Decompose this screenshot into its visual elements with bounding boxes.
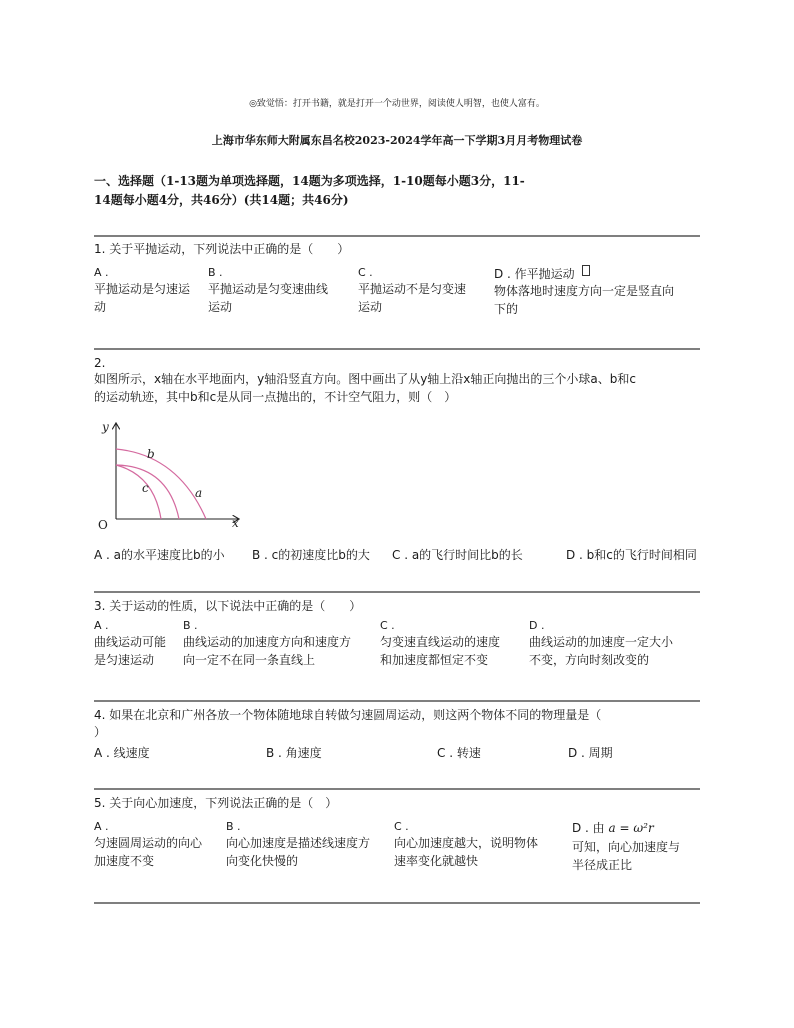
q3-stem: 3. 关于运动的性质，以下说法中正确的是（ ）	[94, 599, 362, 613]
option-text-line-2: 下的	[494, 302, 519, 316]
option-text-line-1: 向心加速度越大，说明物体	[394, 836, 539, 850]
option-label: C .	[380, 619, 395, 632]
q3-option-b[interactable]	[183, 619, 351, 669]
centripetal-formula: a = ω²r	[608, 821, 654, 835]
q5-stem: 5. 关于向心加速度，下列说法正确的是（ ）	[94, 796, 338, 810]
option-label: C .	[394, 820, 409, 833]
option-label: D . 由	[572, 821, 605, 835]
q5-option-d[interactable]	[572, 818, 680, 874]
option-text-line-2: 是匀速运动	[94, 653, 155, 667]
q3-option-d[interactable]	[529, 619, 673, 669]
section-heading	[94, 172, 614, 210]
y-axis-label: y	[102, 420, 109, 434]
q4-stem-line-2: ）	[94, 725, 107, 739]
divider	[94, 700, 700, 702]
q2-stem-line-2: 的运动轨迹，其中b和c是从同一点抛出的，不计空气阻力，则（ ）	[94, 390, 457, 404]
curve-b-label: b	[147, 447, 155, 461]
option-label: B .	[183, 619, 198, 632]
trajectory-a	[116, 449, 206, 519]
divider	[94, 591, 700, 593]
q2-option-a[interactable]: A . a的水平速度比b的小	[94, 548, 225, 562]
option-text-line-2: 向一定不在同一条直线上	[183, 653, 316, 667]
exam-title: 上海市华东师大附属东昌名校2023-2024学年高一下学期3月月考物理试卷	[211, 134, 583, 147]
option-text-line-1: 匀变速直线运动的速度	[380, 635, 501, 649]
option-text-line-1: 平抛运动不是匀变速	[358, 282, 467, 296]
x-axis-label: x	[232, 516, 239, 530]
option-text-line-1: 平抛运动是匀速运	[94, 282, 191, 296]
section-heading-line-2: 14题每小题4分，共46分）(共14题；共46分)	[94, 193, 349, 207]
q4-option-c[interactable]: C . 转速	[437, 746, 481, 760]
option-label: B .	[208, 266, 223, 279]
option-text-line-1: 可知，向心加速度与	[572, 840, 681, 854]
option-label: C .	[358, 266, 373, 279]
q3-option-c[interactable]	[380, 619, 500, 669]
option-text-line-1: 匀速圆周运动的向心	[94, 836, 203, 850]
option-text-line-1: 曲线运动的加速度方向和速度方	[183, 635, 352, 649]
option-text-line-1: 向心加速度是描述线速度方	[226, 836, 371, 850]
q4-option-b[interactable]: B . 角速度	[266, 746, 322, 760]
divider	[94, 235, 700, 237]
missing-glyph-box	[582, 265, 590, 276]
q1-option-b[interactable]	[208, 266, 328, 316]
option-text-line-2: 和加速度都恒定不变	[380, 653, 489, 667]
option-text-line-2: 速率变化就越快	[394, 854, 479, 868]
option-text-line-2: 半径成正比	[572, 858, 633, 872]
trajectory-c	[116, 465, 161, 519]
option-text-line-2: 向变化快慢的	[226, 854, 299, 868]
option-text-line-1: 平抛运动是匀变速曲线	[208, 282, 329, 296]
q5-option-b[interactable]	[226, 820, 370, 870]
option-label: A .	[94, 266, 109, 279]
q2-option-c[interactable]: C . a的飞行时间比b的长	[392, 548, 523, 562]
option-text-line-2: 动	[94, 300, 107, 314]
divider	[94, 902, 700, 904]
option-label: D . 作平抛运动	[494, 267, 575, 281]
q2-option-b[interactable]: B . c的初速度比b的大	[252, 548, 370, 562]
q1-option-c[interactable]	[358, 266, 466, 316]
q4-stem-line-1: 4. 如果在北京和广州各放一个物体随地球自转做匀速圆周运动，则这两个物体不同的物理量是（	[94, 708, 602, 722]
q4-option-d[interactable]: D . 周期	[568, 746, 613, 760]
option-text-line-1: 曲线运动可能	[94, 635, 167, 649]
q3-option-a[interactable]	[94, 619, 166, 669]
q5-option-c[interactable]	[394, 820, 538, 870]
header-motto: ◎致觉悟：打开书籍，就是打开一个动世界，阅读使人明智，也使人富有。	[249, 99, 545, 109]
q1-option-a[interactable]	[94, 266, 190, 316]
q2-option-d[interactable]: D . b和c的飞行时间相同	[566, 548, 697, 562]
option-label: D .	[529, 619, 545, 632]
option-text-line-2: 不变，方向时刻改变的	[529, 653, 650, 667]
option-text-line-1: 物体落地时速度方向一定是竖直向	[494, 284, 675, 298]
q4-option-a[interactable]: A . 线速度	[94, 746, 150, 760]
option-text-line-2: 运动	[358, 300, 383, 314]
section-heading-line-1: 一、选择题（1-13题为单项选择题，14题为多项选择，1-10题每小题3分，11-	[94, 174, 525, 188]
divider	[94, 348, 700, 350]
q2-stem-line-1: 如图所示，x轴在水平地面内，y轴沿竖直方向。图中画出了从y轴上沿x轴正向抛出的三个小球a、b和c	[94, 372, 636, 386]
q5-option-a[interactable]	[94, 820, 202, 870]
option-label: A .	[94, 619, 109, 632]
origin-label: O	[98, 518, 108, 532]
curve-c-label: c	[142, 481, 149, 495]
option-label: A .	[94, 820, 109, 833]
option-text-line-2: 运动	[208, 300, 233, 314]
trajectory-figure	[92, 418, 252, 532]
option-label: B .	[226, 820, 241, 833]
option-text-line-1: 曲线运动的加速度一定大小	[529, 635, 674, 649]
option-text-line-2: 加速度不变	[94, 854, 155, 868]
divider	[94, 788, 700, 790]
curve-a-label: a	[195, 486, 203, 500]
q1-stem: 1. 关于平抛运动，下列说法中正确的是（ ）	[94, 242, 350, 256]
q2-number: 2.	[94, 356, 106, 370]
